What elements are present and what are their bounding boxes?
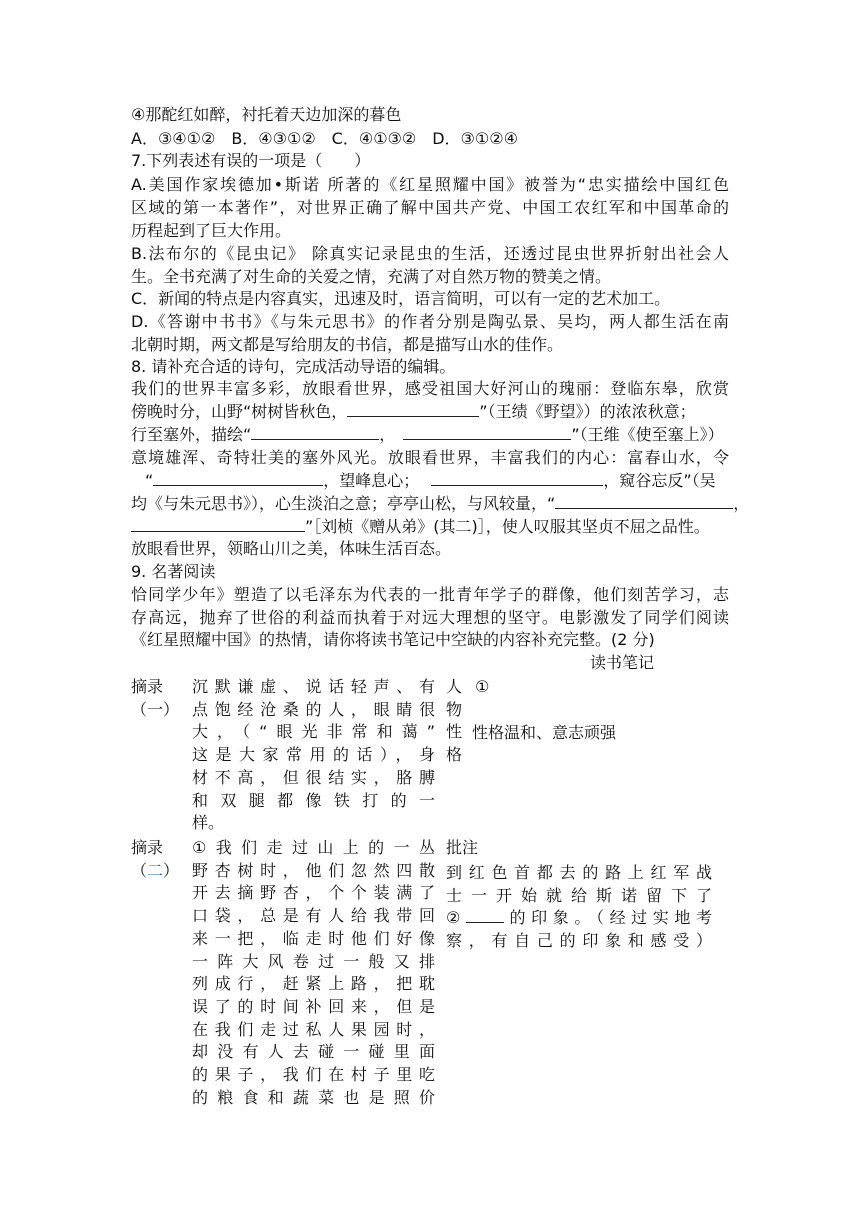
notes-title: 读书笔记 <box>590 653 655 672</box>
answer-blank-2-marker: ② <box>446 908 466 928</box>
q8-text: 均《与朱元思书》），心生淡泊之意；亭亭山松，与风较量，“ <box>131 494 556 513</box>
excerpt-line: 在我们走过私人果园时， <box>192 1019 435 1039</box>
excerpt-line: 样。 <box>192 813 225 833</box>
q9-intro-line2: 存高远，抛弃了世俗的利益而执着于对远大理想的坚守。电影激发了同学们阅读 <box>131 608 729 627</box>
q8-text: “ <box>145 471 154 490</box>
q8-passage-line1: 我们的世界丰富多彩，放眼看世界，感受祖国大好河山的瑰丽：登临东皋，欣赏 <box>131 379 729 398</box>
trait-label-char: 性 <box>446 722 463 742</box>
excerpt-line: 这是大家常用的话），身 <box>192 745 435 765</box>
annotation-line <box>446 907 712 930</box>
q8-text: ， <box>733 494 750 513</box>
character-trait-column <box>446 676 462 767</box>
q7-option-d-line2: 北朝时期，两文都是写给朋友的书信，都是描写山水的佳作。 <box>131 335 564 354</box>
paren-number: 二 <box>147 860 164 880</box>
q8-passage-line8: 放眼看世界，领略山川之美，体味生活百态。 <box>131 539 452 558</box>
q8-passage-line3 <box>131 424 724 446</box>
excerpt-line: 点饱经沧桑的人，眼睛很 <box>192 699 435 719</box>
annotation-text <box>446 862 712 953</box>
excerpt-label-number: （一） <box>131 699 180 719</box>
annotation-line: 到红色首都去的路上红军战 <box>446 863 712 882</box>
q8-text: ，望峰息心； <box>323 471 420 490</box>
excerpt-2-text <box>192 837 435 1109</box>
fill-blank[interactable] <box>347 401 479 417</box>
excerpt-line: 来一把，临走时他们好像 <box>192 928 435 948</box>
option-line-4: ④那酡红如醉，衬托着天边加深的暮色 <box>131 105 402 124</box>
q8-passage-line6 <box>131 493 749 515</box>
paren-open: （ <box>131 860 148 880</box>
excerpt-line: 沉默谦虚、说话轻声、有 <box>192 677 435 696</box>
q8-passage-line4: 意境雄浑、奇特壮美的塞外风光。放眼看世界，丰富我们的内心：富春山水，令 <box>131 448 729 467</box>
q7-option-a-line2: 区域的第一本著作”，对世界正确了解中国共产党、中国工农红军和中国革命的 <box>131 198 729 217</box>
answer-blank-1: ① <box>475 677 490 696</box>
fill-blank[interactable] <box>153 470 323 486</box>
question-7-stem: 7.下列表述有误的一项是（ ） <box>131 151 371 170</box>
q7-option-a-line3: 历程起到了巨大作用。 <box>131 221 292 240</box>
excerpt-line: 却没有人去碰一碰里面 <box>192 1042 435 1062</box>
q8-text: ， <box>379 425 396 444</box>
trait-label-char: 格 <box>446 745 463 765</box>
excerpt-line: 一阵大风卷过一般又排 <box>192 951 435 971</box>
excerpt-1-label <box>131 676 179 721</box>
trait-label-char: 人 <box>446 677 463 696</box>
excerpt-line: 口袋，总是有人给我带回 <box>192 906 435 926</box>
q9-intro-line1: 恰同学少年》塑造了以毛泽东为代表的一批青年学子的群像，他们刻苦学习，志 <box>131 585 729 604</box>
excerpt-line: 开去摘野杏，个个装满了 <box>192 883 435 903</box>
excerpt-line: 的果子，我们在村子里吃 <box>192 1065 435 1085</box>
q9-intro-line3: 《红星照耀中国》的热情，请你将读书笔记中空缺的内容补充完整。(2 分) <box>131 630 655 649</box>
fill-blank[interactable] <box>431 470 603 486</box>
excerpt-line: 列成行，赶紧上路，把耽 <box>192 974 435 994</box>
excerpt-label-text: 摘录 <box>131 677 164 696</box>
excerpt-line: 的粮食和蔬菜也是照价 <box>192 1087 435 1107</box>
annotation-line: 士一开始就给斯诺留下了 <box>446 885 712 905</box>
fill-blank[interactable] <box>251 424 379 440</box>
excerpt-line: 大，（“眼光非常和蔼” <box>192 722 435 742</box>
q8-text: ”［刘桢《赠从弟》(其二)］，使人叹服其坚贞不屈之品性。 <box>305 517 710 536</box>
excerpt-line: ①我们走过山上的一丛 <box>192 838 435 857</box>
q7-option-c: C．新闻的特点是内容真实，迅速及时，语言简明，可以有一定的艺术加工。 <box>131 289 671 308</box>
excerpt-line: 和双腿都像铁打的一 <box>192 790 435 810</box>
trait-answer: 性格温和、意志顽强 <box>472 723 617 742</box>
trait-label-char: 物 <box>446 699 463 719</box>
annotation-label: 批注 <box>446 838 479 857</box>
q8-text: 傍晚时分，山野“树树皆秋色， <box>131 402 348 421</box>
annotation-line: 察，有自己的印象和感受） <box>446 931 712 951</box>
q8-text: ，窥谷忘反”（吴 <box>603 471 716 490</box>
question-8-stem: 8. 请补充合适的诗句，完成活动导语的编辑。 <box>131 357 456 376</box>
q8-text: ”（王维《使至塞上》） <box>571 425 724 444</box>
excerpt-1-text <box>192 676 435 835</box>
q7-option-a-line1: A.美国作家埃德加•斯诺 所著的《红星照耀中国》被誉为“忠实描绘中国红色 <box>131 175 729 194</box>
fill-blank[interactable] <box>555 493 733 509</box>
excerpt-line: 误了的时间补回来，但是 <box>192 996 435 1016</box>
q7-option-b-line2: 生。全书充满了对生命的关爱之情，充满了对自然万物的赞美之情。 <box>131 267 612 286</box>
q8-passage-line7 <box>131 516 710 538</box>
q8-passage-line5 <box>145 470 716 492</box>
excerpt-label-number <box>131 860 179 883</box>
excerpt-line: 材不高，但很结实，胳膊 <box>192 767 435 787</box>
excerpt-line: 野杏树时，他们忽然四散 <box>192 860 435 880</box>
paren-close: ） <box>163 860 180 880</box>
fill-blank[interactable] <box>466 907 504 923</box>
annotation-line-text: 的印象。（经过实地考 <box>503 908 712 928</box>
q8-passage-line2 <box>131 401 696 423</box>
fill-blank[interactable] <box>403 424 571 440</box>
q8-text: 行至塞外，描绘“ <box>131 425 252 444</box>
question-9-stem: 9. 名著阅读 <box>131 562 216 581</box>
excerpt-label-text: 摘录 <box>131 838 164 857</box>
fill-blank[interactable] <box>131 516 305 532</box>
q7-option-b-line1: B.法布尔的《昆虫记》 除真实记录昆虫的生活，还透过昆虫世界折射出社会人 <box>131 244 729 263</box>
q7-option-d-line1: D.《答谢中书书》《与朱元思书》的作者分别是陶弘景、吴均，两人都生活在南 <box>131 312 729 331</box>
excerpt-2-label <box>131 837 179 882</box>
answer-choices: A．③④①② B．④③①② C．④①③② D．③①②④ <box>131 129 518 148</box>
q8-text: ”（王绩《野望》）的浓浓秋意； <box>479 402 696 421</box>
